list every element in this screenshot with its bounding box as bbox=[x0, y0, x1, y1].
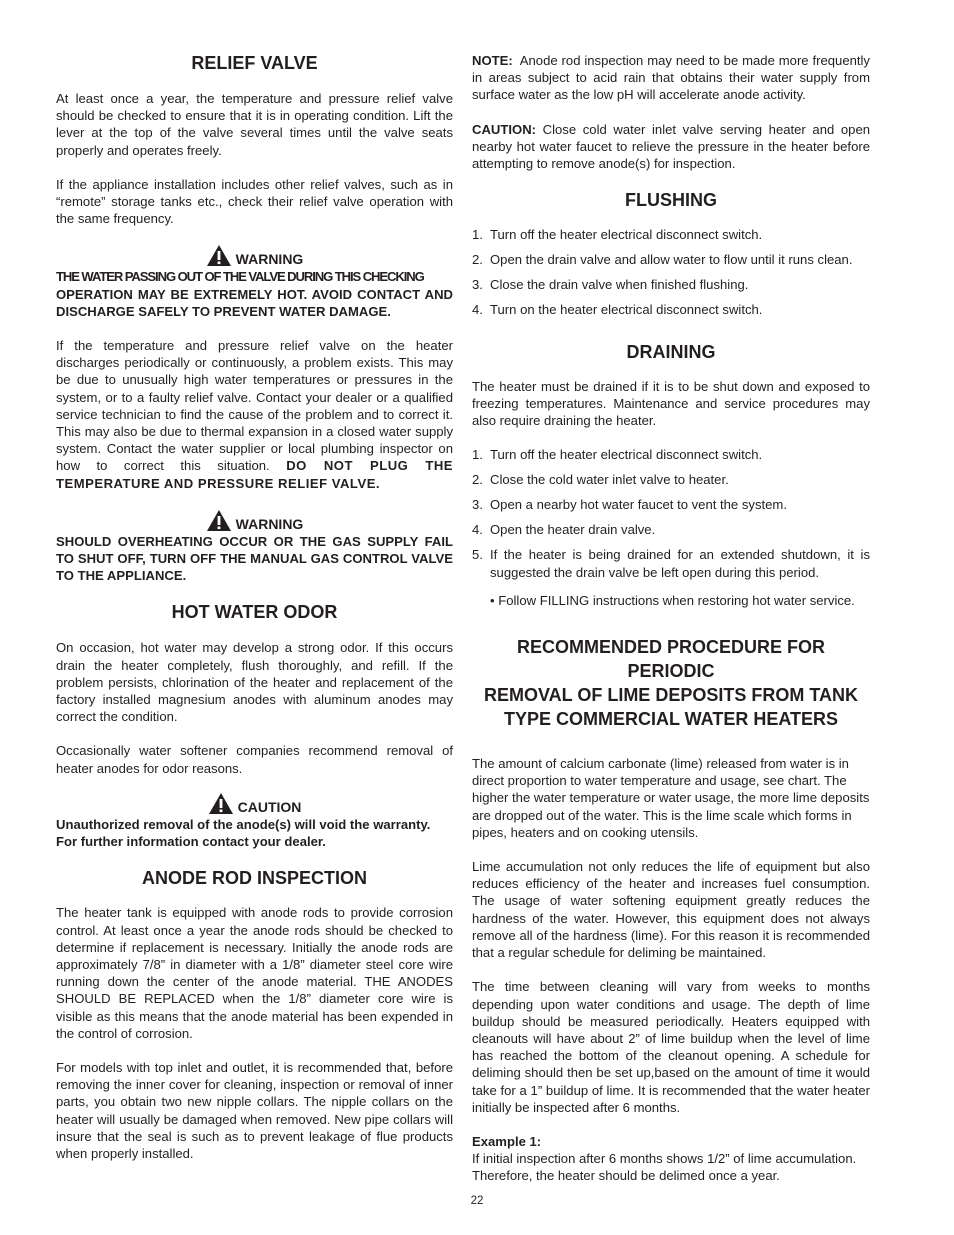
caution-inspection-label: CAUTION: bbox=[472, 121, 537, 137]
hot-water-odor-paragraph-1: On occasion, hot water may develop a strong odor. If this occurs drain the heater completely, flush thoroughly, and refill. If the problem persists, chlorination of the heater and replacement of the factory installed magnesium anodes with aluminum anodes may correct the condition. bbox=[56, 640, 453, 725]
list-item: 5. If the heater is being drained for an extended shutdown, it is suggested the drain valve be left open during this period. bbox=[472, 547, 870, 580]
flushing-steps bbox=[472, 226, 870, 318]
warning-2-text: SHOULD OVERHEATING OCCUR OR THE GAS SUPPLY FAIL TO SHUT OFF, TURN OFF THE MANUAL GAS CONTROL VALVE TO THE APPLIANCE. bbox=[56, 533, 453, 584]
lime-heading-line-3: TYPE COMMERCIAL WATER HEATERS bbox=[503, 709, 838, 730]
lime-paragraph-3: The time between cleaning will vary from weeks to months depending upon water conditions and usage. The depth of lime buildup should be measured periodically. Heaters equipped with cleanouts will have about 2” of lime buildup when the level of lime has reached the bottom of the cleanout opening. A schedule for deliming should then be set up,based on the amount of time it would take for a 1” buildup of lime. It is recommended that the water heater initially be inspected after 6 months. bbox=[472, 979, 870, 1115]
example-paragraph bbox=[472, 1133, 870, 1185]
anode-rod-paragraph-1: The heater tank is equipped with anode rods to provide corrosion control. At least once a year the anode rods should be checked to determine if replacement is necessary. Initially the anode rods are approximately 7/8” in diameter with a 1/8” diameter steel core wire running down the center of the anode material. THE ANODES SHOULD BE REPLACED when the 1/8” diameter core wire is visible as this means that the anode material has been expended in the control of corrosion. bbox=[56, 905, 453, 1041]
warning-triangle-icon bbox=[206, 244, 232, 267]
note-paragraph bbox=[472, 52, 870, 104]
draining-steps bbox=[472, 446, 870, 581]
list-item: 2. Close the cold water inlet valve to heater. bbox=[472, 471, 729, 487]
draining-paragraph: The heater must be drained if it is to be shut down and exposed to freezing temperatures. Maintenance and service procedures may also require draining the heater. bbox=[472, 379, 870, 429]
example-label: Example 1: bbox=[472, 1133, 542, 1149]
list-item: 4. Turn on the heater electrical disconnect switch. bbox=[472, 301, 763, 317]
lime-removal-heading bbox=[472, 635, 870, 731]
list-item: 1. Turn off the heater electrical disconnect switch. bbox=[472, 446, 763, 462]
warning-1-line-1: THE WATER PASSING OUT OF THE VALVE DURING THIS CHECKING bbox=[56, 269, 424, 285]
list-item: 3. Open a nearby hot water faucet to vent the system. bbox=[472, 497, 787, 513]
hot-water-odor-paragraph-2: Occasionally water softener companies recommend removal of heater anodes for odor reasons. bbox=[56, 743, 453, 776]
relief-valve-heading: RELIEF VALVE bbox=[191, 53, 318, 73]
list-item: 4. Open the heater drain valve. bbox=[472, 522, 656, 538]
warning-1-label: WARNING bbox=[235, 251, 304, 268]
warning-2-heading bbox=[56, 509, 453, 532]
caution-label: CAUTION bbox=[237, 798, 302, 815]
caution-heading bbox=[56, 792, 453, 815]
draining-heading: DRAINING bbox=[626, 342, 716, 363]
relief-valve-paragraph-3 bbox=[56, 337, 453, 492]
flushing-heading: FLUSHING bbox=[625, 190, 717, 211]
warning-1-rest: OPERATION MAY BE EXTREMELY HOT. AVOID CONTACT AND DISCHARGE SAFELY TO PREVENT WATER DAMAGE. bbox=[56, 286, 453, 319]
list-item: 1. Turn off the heater electrical disconnect switch. bbox=[472, 227, 763, 243]
relief-valve-paragraph-1: At least once a year, the temperature and pressure relief valve should be checked to ensure that it is in operating condition. Lift the lever at the top of the valve several times until the valve seats properly and operates freely. bbox=[56, 91, 453, 158]
hot-water-odor-heading: HOT WATER ODOR bbox=[171, 602, 338, 623]
draining-bullet: • Follow FILLING instructions when restoring hot water service. bbox=[490, 592, 855, 608]
caution-inspection-paragraph bbox=[472, 121, 870, 173]
warning-triangle-icon bbox=[206, 509, 232, 532]
example-text: If initial inspection after 6 months shows 1/2” of lime accumulation. Therefore, the heater should be delimed once a year. bbox=[472, 1151, 857, 1184]
warning-2-label: WARNING bbox=[235, 515, 304, 532]
relief-valve-paragraph-3-text: If the temperature and pressure relief valve on the heater discharges periodically or continuously, a problem exists. This may be due to unusually high water temperatures or pressures in the system, or to a faulty relief valve. Contact your dealer or a qualified service technician to find the cause of the problem and to correct it. This may also be due to thermal expansion in a closed water supply system. Contact the water supplier or local plumbing inspector on how to correct this situation. bbox=[56, 338, 453, 474]
lime-heading-line-1: RECOMMENDED PROCEDURE FOR PERIODIC bbox=[516, 637, 825, 682]
warning-1-text bbox=[56, 268, 453, 320]
right-column bbox=[472, 48, 870, 1185]
warning-1-heading bbox=[56, 244, 453, 267]
anode-rod-paragraph-2: For models with top inlet and outlet, it is recommended that, before removing the inner cover for cleaning, inspection or removal of inner parts, you obtain two new nipple collars. The nipple collars on the heater will usually be damaged when removed. New pipe collars will insure that the seal is such as to prevent leakage of flue products when properly installed. bbox=[56, 1059, 453, 1161]
relief-valve-paragraph-2: If the appliance installation includes other relief valves, such as in “remote” storage tanks etc., check their relief valve operation with the same frequency. bbox=[56, 176, 453, 227]
caution-text: Unauthorized removal of the anode(s) will void the warranty. For further information contact your dealer. bbox=[56, 816, 431, 850]
do-not-plug-notice: DO NOT PLUG THE TEMPERATURE AND PRESSURE RELIEF VALVE. bbox=[56, 458, 454, 491]
warning-triangle-icon bbox=[208, 792, 234, 815]
anode-rod-inspection-heading: ANODE ROD INSPECTION bbox=[141, 868, 368, 889]
caution-inspection-text: Close cold water inlet valve serving heater and open nearby hot water faucet to relieve the pressure in the heater before attempting to remove anode(s) for inspection. bbox=[472, 121, 871, 172]
list-item: 2. Open the drain valve and allow water to flow until it runs clean. bbox=[472, 252, 853, 268]
page-number: 22 bbox=[470, 1195, 484, 1207]
note-label: NOTE: bbox=[472, 53, 513, 68]
note-text: Anode rod inspection may need to be made more frequently in areas subject to acid rain that obtains their water supply from surface water as the low pH will accelerate anode activity. bbox=[472, 53, 870, 103]
lime-heading-line-2: REMOVAL OF LIME DEPOSITS FROM TANK bbox=[483, 685, 858, 706]
lime-paragraph-1: The amount of calcium carbonate (lime) released from water is in direct proportion to water temperature and usage, see chart. The higher the water temperature or water usage, the more lime deposits are dropped out of the water. This is the lime scale which forms in pipes, heaters and on cooking utensils. bbox=[472, 756, 870, 840]
list-item: 3. Close the drain valve when finished flushing. bbox=[472, 276, 749, 292]
lime-paragraph-2: Lime accumulation not only reduces the life of equipment but also reduces efficiency of the heater and increases fuel consumption. The usage of water softening equipment greatly reduces the hardness of the water. However, this equipment does not always remove all of the hardness (lime). For this reason it is recommended that a regular schedule for deliming be maintained. bbox=[472, 859, 870, 961]
left-column bbox=[56, 48, 453, 1162]
